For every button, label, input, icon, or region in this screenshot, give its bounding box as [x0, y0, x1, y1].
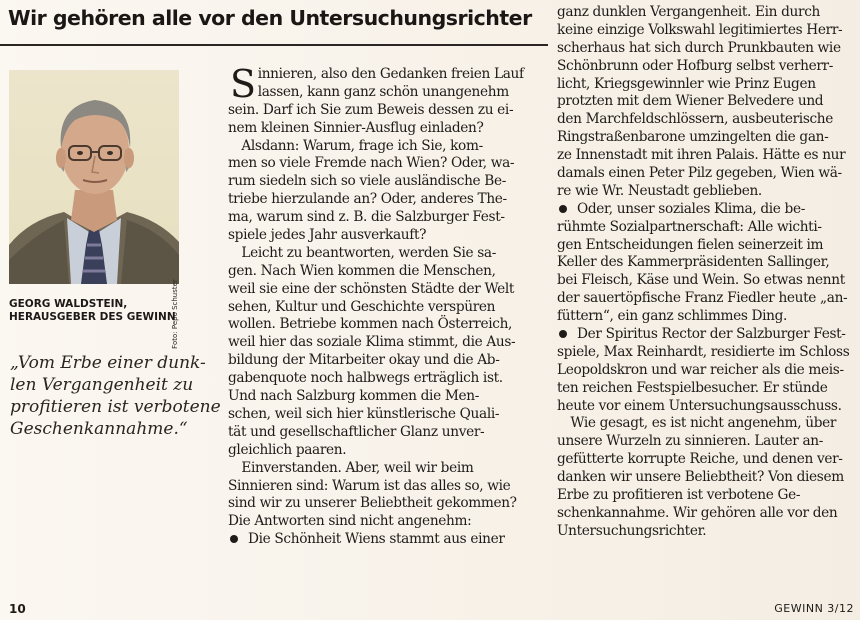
text-line: schen, weil sich hier künstlerische Quali- [228, 405, 500, 422]
pull-quote-line: profitieren ist verbotene [10, 397, 221, 417]
text-line: Alsdann: Warum, frage ich Sie, kom- [228, 137, 483, 154]
text-line: füttern“, ein ganz schlimmes Ding. [557, 308, 788, 325]
text-line: ganz dunklen Vergangenheit. Ein durch [557, 4, 820, 20]
text-line: gen. Nach Wien kommen die Menschen, [228, 262, 496, 279]
pull-quote-line: „Vom Erbe einer dunk- [10, 353, 206, 373]
text-line: ma, warum sind z. B. die Salzburger Fest- [228, 209, 505, 226]
bullet-line [557, 201, 857, 219]
bullet-icon [559, 205, 567, 213]
bullet-text: Die Schönheit Wiens stammt aus einer [248, 531, 505, 548]
text-line: keine einzige Volkswahl legitimiertes Herr- [557, 21, 843, 38]
text-line: unsere Wurzeln zu sinnieren. Lauter an- [557, 433, 824, 450]
text-line: scherhaus hat sich durch Prunkbauten wie [557, 39, 841, 56]
article-column-right [557, 4, 857, 541]
text-line: re wie Wr. Neustadt geblieben. [557, 182, 762, 199]
text-line: sein. Darf ich Sie zum Beweis dessen zu ei- [228, 101, 514, 118]
text-line: Die Antworten sind nicht angenehm: [228, 513, 472, 530]
text-line: den Marchfeldschlössern, ausbeuterische [557, 111, 834, 128]
text-line: spiele jedes Jahr ausverkauft? [228, 227, 427, 244]
text-line: licht, Kriegsgewinnler wie Prinz Eugen [557, 75, 816, 92]
caption-role: HERAUSGEBER DES GEWINN [9, 311, 176, 323]
text-line: Keller des Kammerpräsidenten Sallinger, [557, 254, 830, 271]
bullet-icon [559, 330, 567, 338]
text-line: protzten mit dem Wiener Belvedere und [557, 93, 824, 110]
opening-paragraph [228, 62, 530, 106]
text-line: bildung der Mitarbeiter okay und die Ab- [228, 352, 500, 369]
pull-quote [10, 352, 221, 440]
text-line: gleichlich paaren. [228, 441, 347, 458]
text-line: gefütterte korrupte Reiche, und denen ver- [557, 451, 843, 468]
headline-rule [0, 44, 548, 46]
publication-issue: GEWINN 3/12 [774, 602, 854, 615]
text-line: tät und gesellschaftlicher Glanz unver- [228, 423, 485, 440]
text-line: weil hier das soziale Klima stimmt, die Aus- [228, 334, 516, 351]
text-line: Schönbrunn oder Hofburg selbst verherr- [557, 57, 833, 74]
bullet-text: Der Spiritus Rector der Salzburger Fest- [577, 326, 846, 343]
text-line: weil sie eine der schönsten Städte der Welt [228, 280, 515, 297]
text-line: Einverstanden. Aber, weil wir beim [228, 459, 474, 476]
text-line: Erbe zu profitieren ist verbotene Ge- [557, 487, 801, 504]
bullet-text: Oder, unser soziales Klima, die be- [577, 200, 805, 217]
text-line: danken wir unsere Beliebtheit? Von diesem [557, 469, 844, 486]
photo-credit: Foto: Pepo Schuster [171, 279, 179, 349]
text-line: ten reichen Festspielbesucher. Er stünde [557, 379, 828, 396]
text-line: bei Fleisch, Käse und Wein. So etwas nennt [557, 272, 845, 289]
text-line: triebe hierzulande an? Oder, anderes The- [228, 191, 507, 208]
text-line: nem kleinen Sinnier-Ausflug einladen? [228, 119, 484, 136]
text-line: sehen, Kultur und Geschichte verspüren [228, 298, 496, 315]
pull-quote-line: len Vergangenheit zu [10, 375, 194, 395]
text-line: gen Entscheidungen fielen seinerzeit im [557, 236, 824, 253]
text-line: sind wir zu unserer Beliebtheit gekommen? [228, 495, 517, 512]
text-line: Wie gesagt, es ist nicht angenehm, über [557, 415, 837, 432]
bullet-line [228, 531, 530, 549]
text-line: Leicht zu beantworten, werden Sie sa- [228, 244, 497, 261]
text-line: heute vor einem Untersuchungsausschuss. [557, 397, 842, 414]
text-line: rum siedeln sich so viele ausländische Be- [228, 173, 507, 190]
bullet-line [557, 326, 857, 344]
portrait-image [9, 70, 179, 284]
text-line: wollen. Betriebe kommen nach Österreich, [228, 316, 513, 333]
middle-column-lines [228, 102, 530, 531]
text-line: der sauertöpfische Franz Fiedler heute „an- [557, 290, 848, 307]
text-line: spiele, Max Reinhardt, residierte im Schloss [557, 343, 850, 360]
text-line: damals einen Peter Pilz gegeben, Wien wä- [557, 165, 842, 182]
photo-caption [9, 298, 209, 324]
article-column-middle [228, 62, 530, 549]
text-line: Und nach Salzburg kommen die Men- [228, 388, 479, 405]
pull-quote-line: Geschenkannahme.“ [10, 419, 188, 439]
right-column-part-b [557, 219, 857, 326]
text-line: Leopoldskron und war reicher als die meis- [557, 361, 844, 378]
text-line: Ringstraßenbarone umzingelten die gan- [557, 129, 829, 146]
right-column-part-c [557, 344, 857, 541]
text-line: ze Innenstadt mit ihren Palais. Hätte es nur [557, 147, 846, 164]
right-column-part-a [557, 4, 857, 201]
caption-name: GEORG WALDSTEIN, [9, 298, 128, 310]
text-line: Untersuchungsrichter. [557, 522, 707, 539]
headline: Wir gehören alle vor den Untersuchungsrichter [8, 6, 532, 30]
text-line: lassen, kann ganz schön unangenehm [257, 83, 509, 100]
page-number: 10 [9, 602, 26, 616]
text-line: Sinnieren sind: Warum ist das alles so, wie [228, 477, 511, 494]
text-line: gabenquote noch halbwegs erträglich ist. [228, 370, 503, 387]
bullet-icon [230, 535, 238, 543]
text-line: innieren, also den Gedanken freien Lauf [257, 66, 524, 82]
drop-cap: S [230, 62, 256, 106]
text-line: rühmte Sozialpartnerschaft: Alle wichti- [557, 218, 822, 235]
text-line: schenkannahme. Wir gehören alle vor den [557, 504, 838, 521]
text-line: men so viele Fremde nach Wien? Oder, wa- [228, 155, 515, 172]
